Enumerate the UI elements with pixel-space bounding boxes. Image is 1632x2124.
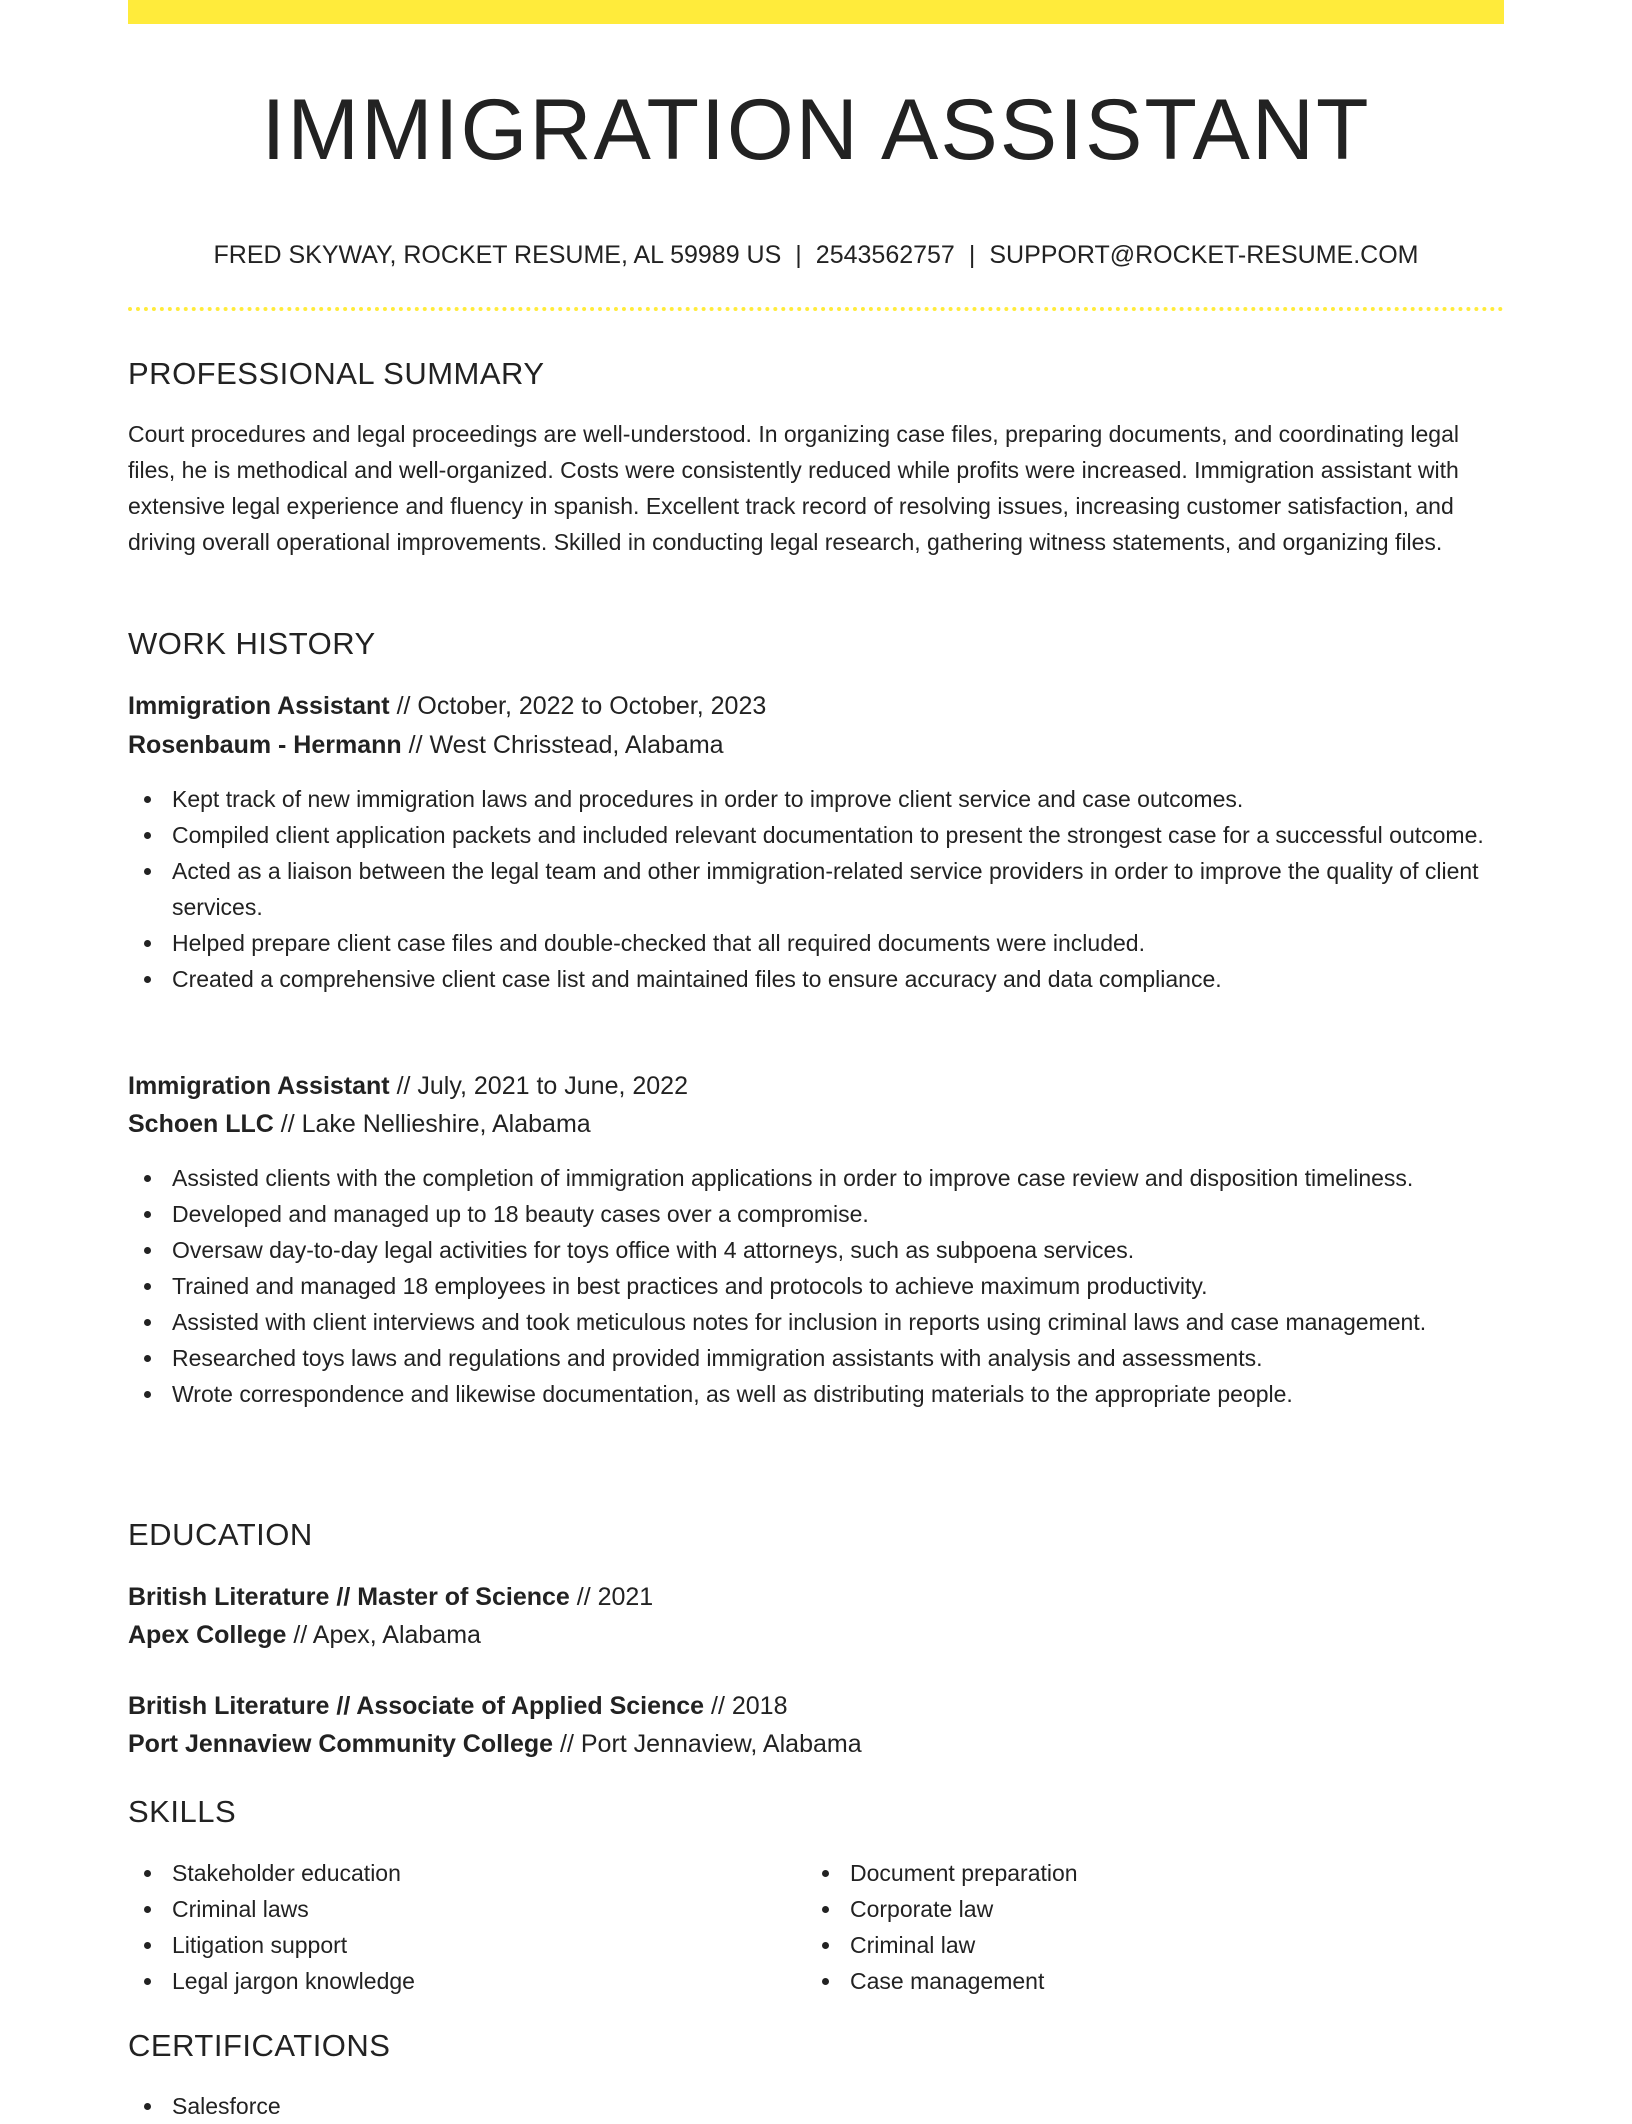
education-1-school-line [128,1617,481,1653]
list-item: Salesforce [128,2088,1504,2124]
list-item: Corporate law [806,1891,1466,1927]
contact-address: FRED SKYWAY, ROCKET RESUME, AL 59989 US [213,241,782,269]
education-1-location: // Apex, Alabama [286,1621,481,1649]
skills-right-column [806,1855,1466,1999]
list-item: Legal jargon knowledge [128,1963,788,1999]
education-1-school: Apex College [128,1621,287,1649]
contact-phone: 2543562757 [815,241,955,269]
education-heading: EDUCATION [128,1517,313,1552]
job-1-title-line [128,688,766,724]
certifications-list [128,2088,1504,2124]
contact-email[interactable]: SUPPORT@ROCKET-RESUME.COM [989,241,1419,269]
list-item: Criminal laws [128,1891,788,1927]
education-1-degree-line [128,1579,653,1615]
job-1-company-line [128,727,724,763]
list-item: Acted as a liaison between the legal team and other immigration-related service providers in order to improve the quality of client services. [128,853,1504,925]
education-2-degree-line [128,1688,787,1724]
job-1-location: // West Chrisstead, Alabama [401,731,724,759]
contact-separator: | [968,241,976,269]
education-2-school: Port Jennaview Community College [128,1730,554,1758]
list-item: Trained and managed 18 employees in best practices and protocols to achieve maximum productivity. [128,1268,1504,1304]
list-item: Stakeholder education [128,1855,788,1891]
header-divider [128,307,1504,311]
candidate-title: IMMIGRATION ASSISTANT [261,82,1371,178]
job-2-role: Immigration Assistant [128,1072,390,1100]
list-item: Oversaw day-to-day legal activities for toys office with 4 attorneys, such as subpoena services. [128,1232,1504,1268]
list-item: Created a comprehensive client case list and maintained files to ensure accuracy and data compliance. [128,961,1504,997]
list-item: Case management [806,1963,1466,1999]
summary-text: Court procedures and legal proceedings are well-understood. In organizing case files, preparing documents, and coordinating legal files, he is methodical and well-organized. Costs were consistently reduced while profits were increased. Immigration assistant with extensive legal experience and fluency in spanish. Excellent track record of resolving issues, increasing customer satisfaction, and driving overall operational improvements. Skilled in conducting legal research, gathering witness statements, and organizing files. [128,421,1459,555]
contact-line [128,238,1504,272]
job-1-dates: // October, 2022 to October, 2023 [389,692,767,720]
list-item: Wrote correspondence and likewise documentation, as well as distributing materials to the appropriate people. [128,1376,1504,1412]
contact-separator: | [795,241,802,269]
summary-heading: PROFESSIONAL SUMMARY [128,356,545,391]
education-2-degree: British Literature // Associate of Applied Science [128,1692,705,1720]
job-2-dates: // July, 2021 to June, 2022 [389,1072,688,1100]
list-item: Helped prepare client case files and double-checked that all required documents were included. [128,925,1504,961]
education-1-degree: British Literature // Master of Science [128,1583,570,1611]
job-2-location: // Lake Nellieshire, Alabama [273,1110,591,1138]
job-1-role: Immigration Assistant [128,692,390,720]
list-item: Compiled client application packets and included relevant documentation to present the strongest case for a successful outcome. [128,817,1504,853]
list-item: Litigation support [128,1927,788,1963]
list-item: Document preparation [806,1855,1466,1891]
list-item: Researched toys laws and regulations and provided immigration assistants with analysis and assessments. [128,1340,1504,1376]
education-1-year: // 2021 [569,1583,654,1611]
list-item: Assisted clients with the completion of immigration applications in order to improve case review and disposition timeliness. [128,1160,1504,1196]
education-2-school-line [128,1726,862,1762]
job-2-company-line [128,1106,591,1142]
work-history-heading: WORK HISTORY [128,626,376,661]
education-2-year: // 2018 [704,1692,788,1720]
certifications-heading: CERTIFICATIONS [128,2028,391,2063]
education-2-location: // Port Jennaview, Alabama [553,1730,862,1758]
skills-heading: SKILLS [128,1794,237,1829]
job-1-bullets [128,781,1504,997]
job-1-company: Rosenbaum - Hermann [128,731,402,759]
skills-left-column [128,1855,788,1999]
list-item: Criminal law [806,1927,1466,1963]
job-2-company: Schoen LLC [128,1110,274,1138]
list-item: Developed and managed up to 18 beauty cases over a compromise. [128,1196,1504,1232]
accent-top-bar [128,0,1504,24]
job-2-title-line [128,1068,688,1104]
job-2-bullets [128,1160,1504,1412]
list-item: Assisted with client interviews and took meticulous notes for inclusion in reports using criminal laws and case management. [128,1304,1504,1340]
list-item: Kept track of new immigration laws and procedures in order to improve client service and case outcomes. [128,781,1504,817]
